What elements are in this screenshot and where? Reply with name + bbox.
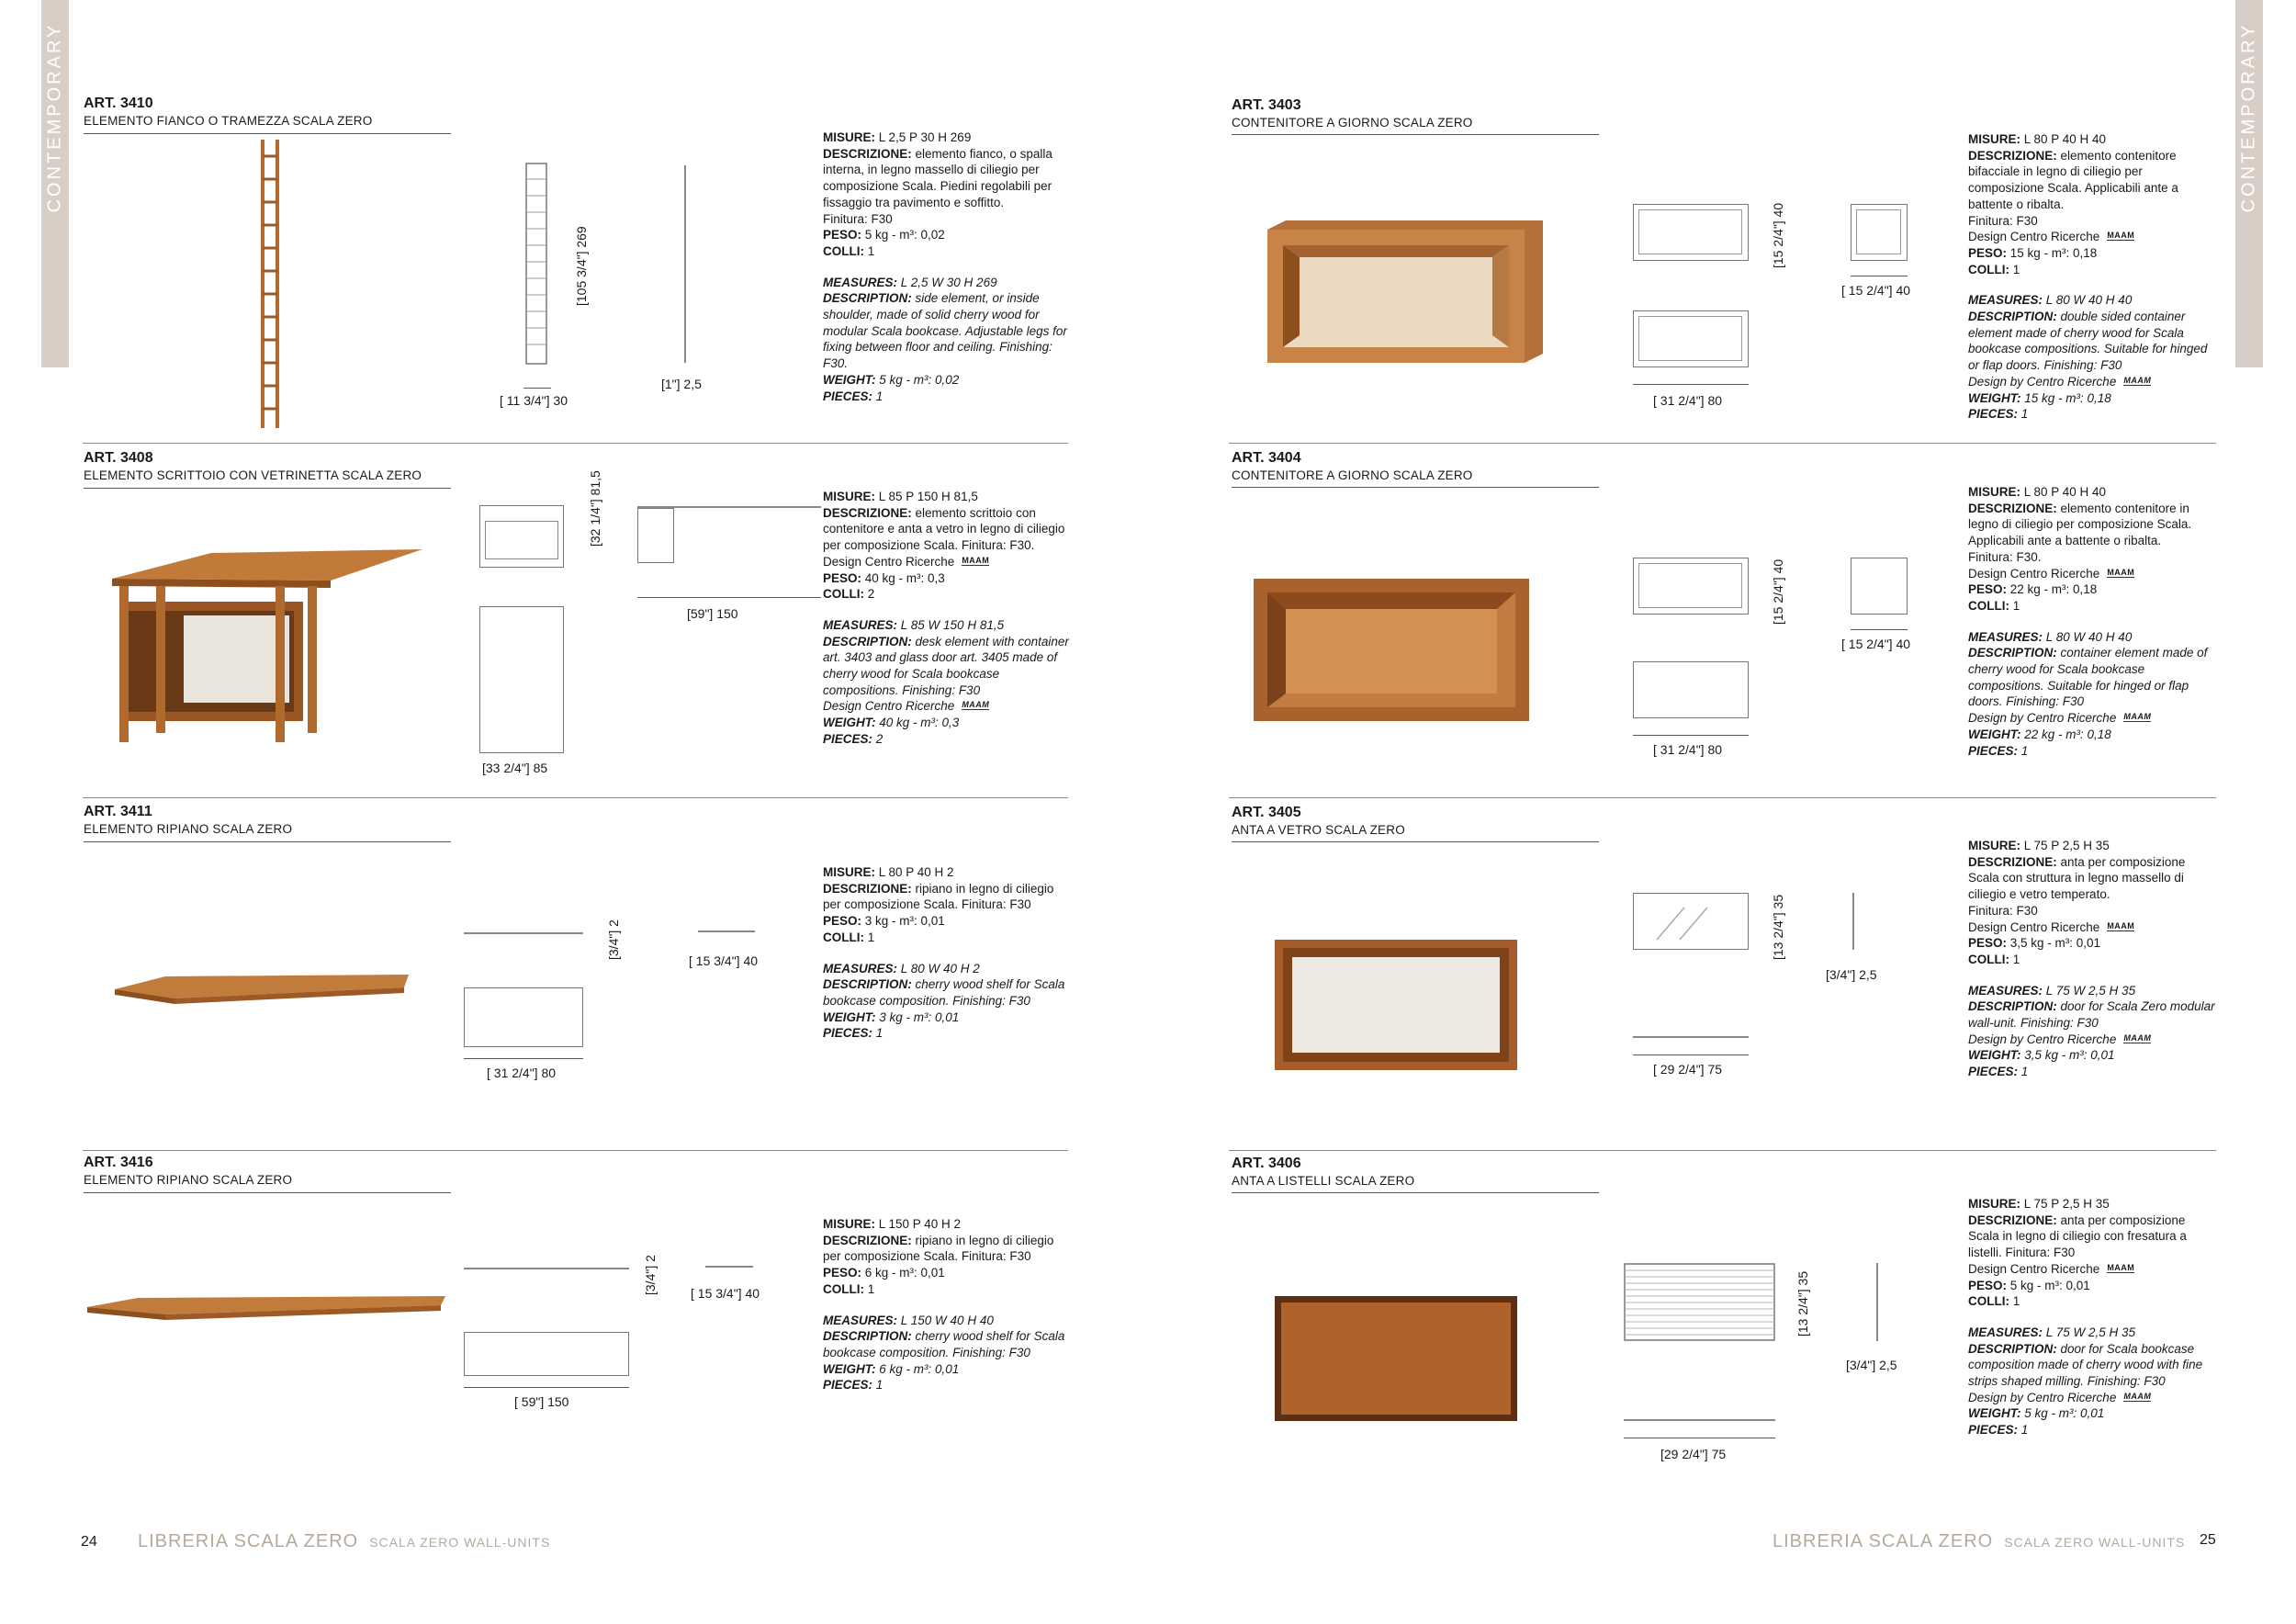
spec-english: MEASURES: L 80 W 40 H 40 DESCRIPTION: container element made of cherry wood for Scala bookcase compositions. Suitable for hinged or flap doors. Finishing: F30 Design by Centro Ricerche MAAM WEIGHT: 22 kg - m³: 0,18 PIECES: 1 [1968,629,2208,758]
spec-block [823,864,1071,1042]
section-tab-left [41,0,69,367]
maam-logo: MAAM [2123,375,2152,385]
side-element-photo [257,138,285,432]
dimension-depth: [59"] 150 [687,606,738,621]
maam-logo: MAAM [2123,1032,2152,1043]
door-plan-drawing [1633,1036,1749,1038]
open-container-photo [1263,216,1548,367]
side-element-front-drawing [523,161,551,367]
spec-italian: MISURE: L 150 P 40 H 2 DESCRIZIONE: ripiano in legno di ciliegio per composizione Scala. Finitura: F30 PESO: 6 kg - m³: 0,01 COLLI: 1 [823,1217,1054,1296]
maam-logo: MAAM [2107,1262,2135,1272]
spec-block [1968,484,2216,759]
dimension-width: [29 2/4"] 75 [1660,1447,1727,1461]
maam-logo: MAAM [2123,1391,2152,1401]
maam-logo: MAAM [2107,567,2135,577]
spec-english: MEASURES: L 2,5 W 30 H 269 DESCRIPTION: side element, or inside shoulder, made of solid cherry wood for modular Scala bookcase. Adjustable legs for fixing between floor and ceiling. Finishing: F30. WEIGHT: 5 kg - m³: 0,02 PIECES: 1 [823,275,1067,403]
article-code: ART. 3403 [1232,97,1301,113]
spec-block [823,489,1071,748]
shelf-photo [83,1291,450,1327]
maam-logo: MAAM [962,700,990,710]
footer-title-left: LIBRERIA SCALA ZERO SCALA ZERO WALL-UNITS [138,1531,551,1551]
dimension-width: [ 11 3/4"] 30 [500,393,568,408]
section-divider [83,1150,1068,1151]
glass-door-photo [1272,937,1520,1073]
desk-front-drawing [479,505,564,568]
shelf-plan-drawing [464,987,583,1047]
spec-italian: MISURE: L 80 P 40 H 40 DESCRIZIONE: elemento contenitore in legno di ciliegio per composizione Scala. Applicabili ante a battente o ribalta. Finitura: F30. Design Centro Ricerche MAAM PESO: 22 kg - m³: 0,18 COLLI: 1 [1968,485,2192,613]
article-code: ART. 3410 [84,96,153,111]
article-code: ART. 3408 [84,450,153,466]
dimension-height: [3/4"] 2 [606,919,621,960]
spec-english: MEASURES: L 85 W 150 H 81,5 DESCRIPTION: desk element with container art. 3403 and glass door art. 3405 made of cherry wood for Scala bookcase compositions. Finishing: F30 Design Centro Ricerche MAAM WEIGHT: 40 kg - m³: 0,3 PIECES: 2 [823,617,1069,746]
dimension-depth: [ 15 3/4"] 40 [689,953,759,968]
spec-english: MEASURES: L 75 W 2,5 H 35 DESCRIPTION: door for Scala bookcase composition made of cherry wood with fine strips shaped milling. Finishing: F30 Design by Centro Ricerche MAAM WEIGHT: 5 kg - m³: 0,01 PIECES: 1 [1968,1325,2203,1438]
article-name: ANTA A LISTELLI SCALA ZERO [1232,1174,1415,1188]
dimension-height: [3/4"] 2 [643,1255,658,1295]
dimension-line [464,1387,629,1388]
container-side-drawing [1851,558,1908,615]
section-divider [1229,1150,2216,1151]
article-code: ART. 3404 [1232,450,1301,466]
footer-title-right: LIBRERIA SCALA ZERO SCALA ZERO WALL-UNITS [1773,1531,2186,1551]
shelf-plan-drawing [464,1332,629,1376]
article-name: ANTA A VETRO SCALA ZERO [1232,823,1405,837]
dimension-depth: [ 15 2/4"] 40 [1841,283,1911,298]
dimension-depth: [ 15 2/4"] 40 [1841,637,1911,651]
container-side-drawing [1851,204,1908,261]
title-rule [84,488,451,489]
door-front-drawing [1633,893,1749,950]
dimension-line [1633,1054,1749,1055]
spec-block [823,130,1071,404]
dimension-line [637,597,821,598]
section-divider [1229,443,2216,444]
dimension-height: [13 2/4"] 35 [1795,1270,1810,1336]
spec-italian: MISURE: L 75 P 2,5 H 35 DESCRIZIONE: anta per composizione Scala in legno di ciliegio con fresatura a listelli. Finitura: F30 Design Centro Ricerche MAAM PESO: 5 kg - m³: 0,01 COLLI: 1 [1968,1197,2187,1309]
dimension-depth: [1"] 2,5 [661,377,702,391]
spec-italian: MISURE: L 2,5 P 30 H 269 DESCRIZIONE: elemento fianco, o spalla interna, in legno massello di ciliegio per composizione Scala. Piedini regolabili per fissaggio tra pavimento e soffitto. Finitura: F30 PESO: 5 kg - m³: 0,02 COLLI: 1 [823,130,1052,258]
maam-logo: MAAM [2107,920,2135,930]
article-code: ART. 3406 [1232,1156,1301,1171]
article-code: ART. 3405 [1232,805,1301,820]
title-rule [84,133,451,134]
dimension-height: [13 2/4"] 35 [1771,894,1785,960]
spec-block [823,1216,1071,1393]
page-number-right: 25 [2200,1532,2216,1548]
strip-door-photo [1272,1293,1520,1424]
dimension-height: [105 3/4"] 269 [574,226,589,306]
article-name: ELEMENTO RIPIANO SCALA ZERO [84,822,293,836]
spec-english: MEASURES: L 75 W 2,5 H 35 DESCRIPTION: door for Scala Zero modular wall-unit. Finishing: F30 Design by Centro Ricerche MAAM WEIGHT: 3,5 kg - m³: 0,01 PIECES: 1 [1968,983,2215,1079]
article-code: ART. 3411 [84,804,152,819]
spec-italian: MISURE: L 75 P 2,5 H 35 DESCRIZIONE: anta per composizione Scala con struttura in legno massello di ciliegio e vetro temperato. Finitura: F30 Design Centro Ricerche MAAM PESO: 3,5 kg - m³: 0,01 COLLI: 1 [1968,839,2186,966]
strip-door-plan-drawing [1624,1419,1775,1421]
strip-door-front-drawing [1624,1263,1775,1341]
container-photo [1249,574,1534,726]
section-divider [83,443,1068,444]
dimension-width: [ 29 2/4"] 75 [1653,1062,1723,1077]
dimension-line [1851,629,1908,630]
page-number-left: 24 [81,1534,97,1550]
title-rule [1232,841,1599,842]
title-rule [84,1192,451,1193]
title-rule [1232,487,1599,488]
section-tab-label: CONTEMPORARY [44,22,65,213]
spec-english: MEASURES: L 80 W 40 H 2 DESCRIPTION: cherry wood shelf for Scala bookcase composition. Finishing: F30 WEIGHT: 3 kg - m³: 0,01 PIECES: 1 [823,961,1065,1041]
title-rule [1232,134,1599,135]
article-code: ART. 3416 [84,1155,153,1170]
spec-block [1968,838,2216,1080]
shelf-front-drawing [464,1268,629,1269]
dimension-height: [15 2/4"] 40 [1771,202,1785,268]
strip-door-side-drawing [1876,1263,1878,1341]
dimension-height: [32 1/4"] 81,5 [588,470,602,547]
article-name: ELEMENTO SCRITTOIO CON VETRINETTA SCALA ZERO [84,468,422,482]
door-side-drawing [1852,893,1854,950]
dimension-line [523,388,551,389]
side-element-profile-drawing [684,165,686,363]
dimension-depth: [ 15 3/4"] 40 [691,1286,760,1301]
desk-side-drawing [637,508,674,563]
dimension-line [464,1058,583,1059]
spec-english: MEASURES: L 80 W 40 H 40 DESCRIPTION: double sided container element made of cherry wood for Scala bookcase compositions. Suitable for hinged or flap doors. Finishing: F30 Design by Centro Ricerche MAAM WEIGHT: 15 kg - m³: 0,18 PIECES: 1 [1968,293,2208,422]
dimension-depth: [3/4"] 2,5 [1826,967,1877,982]
container-plan-drawing [1633,310,1749,367]
dimension-line [1633,384,1749,385]
dimension-width: [ 31 2/4"] 80 [487,1066,557,1080]
spec-block [1968,1196,2216,1438]
container-front-drawing [1633,558,1749,615]
spec-english: MEASURES: L 150 W 40 H 40 DESCRIPTION: cherry wood shelf for Scala bookcase composition. Finishing: F30 WEIGHT: 6 kg - m³: 0,01 PIECES: 1 [823,1313,1065,1393]
shelf-photo [110,969,413,1015]
dimension-line [1633,735,1749,736]
spec-block [1968,131,2216,423]
shelf-side-drawing [705,1266,753,1268]
container-front-drawing [1633,204,1749,261]
container-plan-drawing [1633,661,1749,718]
shelf-side-drawing [698,930,755,932]
dimension-width: [ 31 2/4"] 80 [1653,742,1723,757]
section-divider [1229,797,2216,798]
desk-plan-drawing [479,606,564,753]
section-tab-right [2235,0,2263,367]
dimension-width: [ 59"] 150 [514,1394,569,1409]
maam-logo: MAAM [2123,712,2152,722]
article-name: ELEMENTO FIANCO O TRAMEZZA SCALA ZERO [84,114,373,128]
article-name: CONTENITORE A GIORNO SCALA ZERO [1232,468,1473,482]
shelf-front-drawing [464,932,583,934]
desk-element-photo [101,542,436,753]
maam-logo: MAAM [2107,231,2135,241]
dimension-height: [15 2/4"] 40 [1771,558,1785,625]
article-name: CONTENITORE A GIORNO SCALA ZERO [1232,116,1473,130]
spec-italian: MISURE: L 80 P 40 H 40 DESCRIZIONE: elemento contenitore bifacciale in legno di ciliegio per composizione Scala. Applicabili ante a battente o ribalta. Finitura: F30 Design Centro Ricerche MAAM PESO: 15 kg - m³: 0,18 COLLI: 1 [1968,132,2178,276]
maam-logo: MAAM [962,555,990,565]
spec-italian: MISURE: L 85 P 150 H 81,5 DESCRIZIONE: elemento scrittoio con contenitore e anta a vetro in legno di ciliegio per composizione Scala. Finitura: F30. Design Centro Ricerche MAAM PESO: 40 kg - m³: 0,3 COLLI: 2 [823,490,1065,602]
dimension-width: [33 2/4"] 85 [482,761,548,775]
section-tab-label: CONTEMPORARY [2238,22,2259,213]
title-rule [1232,1192,1599,1193]
section-divider [83,797,1068,798]
dimension-depth: [3/4"] 2,5 [1846,1358,1897,1372]
article-name: ELEMENTO RIPIANO SCALA ZERO [84,1173,293,1187]
dimension-width: [ 31 2/4"] 80 [1653,393,1723,408]
title-rule [84,841,451,842]
spec-italian: MISURE: L 80 P 40 H 2 DESCRIZIONE: ripiano in legno di ciliegio per composizione Scala. Finitura: F30 PESO: 3 kg - m³: 0,01 COLLI: 1 [823,865,1054,944]
